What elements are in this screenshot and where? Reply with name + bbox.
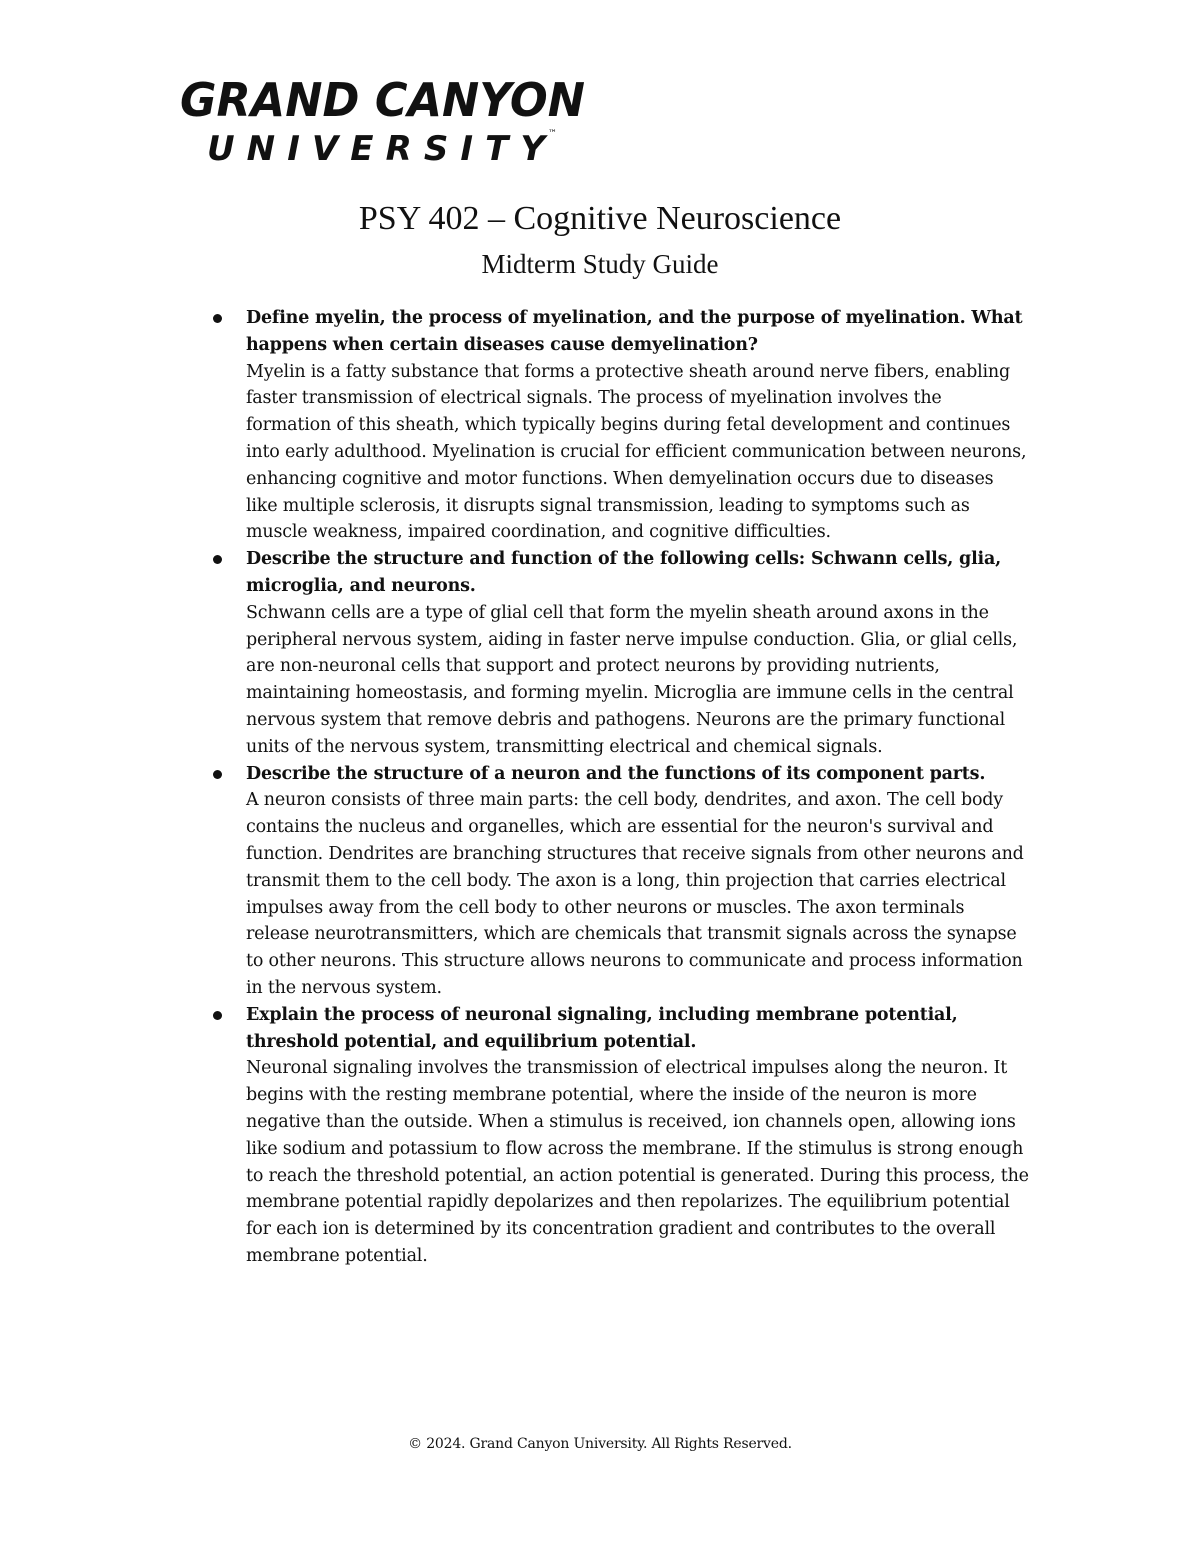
bullet-icon	[213, 314, 222, 323]
answer-text: Neuronal signaling involves the transmission of electrical impulses along the neuron. It begins with the resting membrane potential, where the inside of the neuron is more negative than the outside. When a stimulus is received, ion channels open, allowing ions like sodium and potassium to flow across the membrane. If the stimulus is strong enough to reach the threshold potential, an action potential is generated. During this process, the membrane potential rapidly depolarizes and then repolarizes. The equilibrium potential for each ion is determined by its concentration gradient and contributes to the overall membrane potential.	[246, 1058, 1029, 1266]
bullet-icon	[213, 770, 222, 779]
list-item	[210, 1002, 1030, 1270]
university-logo	[180, 76, 600, 166]
question-text: Describe the structure of a neuron and the functions of its component parts.	[246, 763, 986, 784]
document-subtitle: Midterm Study Guide	[481, 249, 719, 279]
bullet-icon	[213, 555, 222, 564]
list-item	[210, 761, 1030, 1002]
answer-text: Myelin is a fatty substance that forms a protective sheath around nerve fibers, enabling faster transmission of electrical signals. The process of myelination involves the formation of this sheath, which typically begins during fetal development and continues into early adulthood. Myelination is crucial for efficient communication between neurons, enhancing cognitive and motor functions. When demyelination occurs due to diseases like multiple sclerosis, it disrupts signal transmission, leading to symptoms such as muscle weakness, impaired coordination, and cognitive difficulties.	[246, 361, 1027, 543]
logo-line-1: GRAND CANYON	[180, 76, 585, 127]
copyright-footer: © 2024. Grand Canyon University. All Rights Reserved.	[408, 1436, 792, 1452]
study-guide-list	[210, 305, 1030, 1270]
list-item	[210, 305, 1030, 546]
list-item	[210, 546, 1030, 760]
university-logo-wordmark	[180, 76, 600, 166]
question-text: Describe the structure and function of the following cells: Schwann cells, glia, microglia, and neurons.	[246, 549, 1002, 596]
question-text: Explain the process of neuronal signaling, including membrane potential, threshold potential, and equilibrium potential.	[246, 1004, 958, 1052]
logo-trademark: ™	[548, 129, 557, 139]
answer-text: Schwann cells are a type of glial cell that form the myelin sheath around axons in the peripheral nervous system, aiding in faster nerve impulse conduction. Glia, or glial cells, are non-neuronal cells that support and protect neurons by providing nutrients, maintaining homeostasis, and forming myelin. Microglia are immune cells in the central nervous system that remove debris and pathogens. Neurons are the primary functional units of the nervous system, transmitting electrical and chemical signals.	[246, 602, 1018, 757]
bullet-icon	[213, 1011, 222, 1020]
question-text: Define myelin, the process of myelination, and the purpose of myelination. What happens when certain diseases cause demyelination?	[246, 308, 1023, 355]
answer-text: A neuron consists of three main parts: the cell body, dendrites, and axon. The cell body contains the nucleus and organelles, which are essential for the neuron's survival and function. Dendrites are branching structures that receive signals from other neurons and transmit them to the cell body. The axon is a long, thin projection that carries electrical impulses away from the cell body to other neurons or muscles. The axon terminals release neurotransmitters, which are chemicals that transmit signals across the synapse to other neurons. This structure allows neurons to communicate and process information in the nervous system.	[246, 790, 1024, 998]
document-title: PSY 402 – Cognitive Neuroscience	[358, 200, 842, 237]
logo-line-2: UNIVERSITY	[207, 129, 545, 166]
document-header	[0, 198, 1200, 282]
